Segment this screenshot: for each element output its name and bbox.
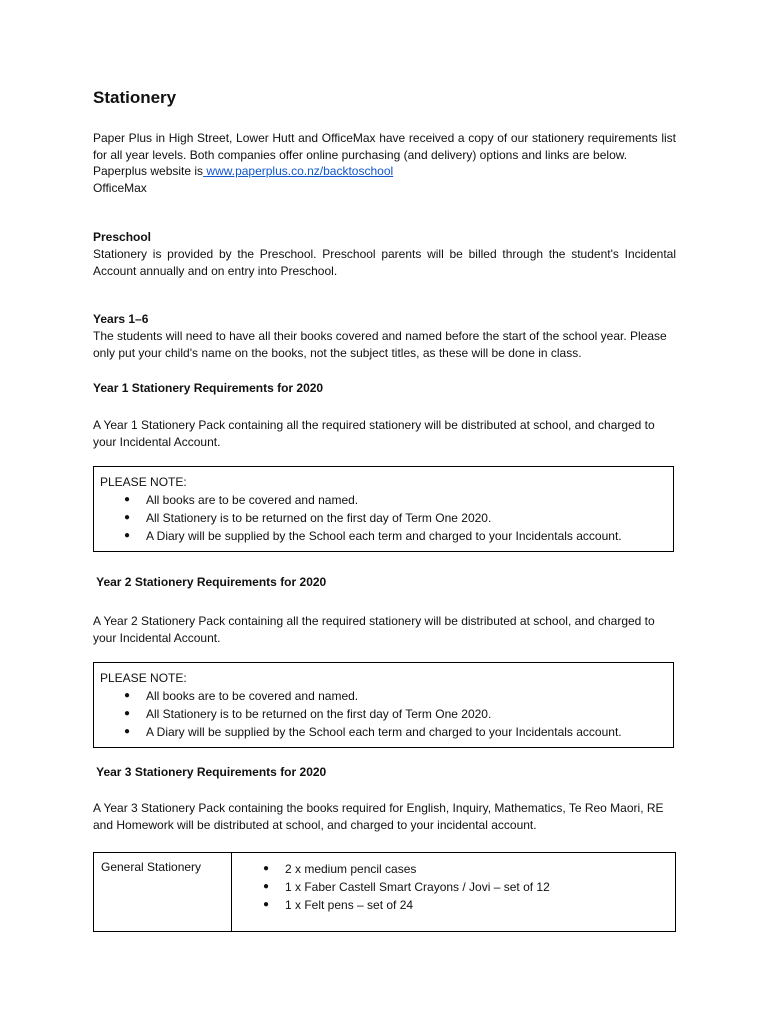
bullet-icon: ● (124, 726, 131, 737)
list-item: ● 1 x Faber Castell Smart Crayons / Jovi – set of 12 (263, 880, 550, 894)
bullet-icon: ● (124, 494, 131, 505)
year2-heading: Year 2 Stationery Requirements for 2020 (93, 575, 327, 589)
year1-note-title: PLEASE NOTE: (100, 475, 187, 489)
years16-text: The students will need to have all their books covered and named before the start of the school year. Please only put your child's name on the books, not the subject titles, as these will be done in class. (93, 329, 667, 360)
year2-note-title: PLEASE NOTE: (100, 671, 187, 685)
items-list (239, 860, 668, 914)
bullet-icon: ● (124, 530, 131, 541)
page-title: Stationery (93, 88, 177, 107)
bullet-icon: ● (263, 863, 270, 874)
year1-note-box (93, 466, 674, 552)
officemax-line: OfficeMax (93, 180, 147, 195)
year1-text: A Year 1 Stationery Pack containing all the required stationery will be distributed at school, and charged to your Incidental Account. (93, 418, 655, 449)
year2-text: A Year 2 Stationery Pack containing all the required stationery will be distributed at school, and charged to your Incidental Account. (93, 614, 655, 645)
paperplus-link[interactable]: www.paperplus.co.nz/backtoschool (203, 164, 394, 179)
list-item: ● All books are to be covered and named. (124, 493, 359, 507)
preschool-heading: Preschool (93, 230, 152, 244)
bullet-icon: ● (263, 881, 270, 892)
bullet-icon: ● (124, 708, 131, 719)
year1-note-list (100, 491, 667, 545)
table-cell-category: General Stationery (94, 853, 232, 932)
list-item: ● All Stationery is to be returned on the first day of Term One 2020. (124, 511, 492, 525)
year2-note-box (93, 662, 674, 748)
bullet-icon: ● (263, 899, 270, 910)
table-row (94, 853, 676, 932)
preschool-text: Stationery is provided by the Preschool. Preschool parents will be billed through the student's Incidental Account annually and on entry into Preschool. (93, 247, 676, 278)
intro-paragraph (93, 130, 676, 196)
intro-text: Paper Plus in High Street, Lower Hutt and OfficeMax have received a copy of our stationery requirements list for all year levels. Both companies offer online purchasing (and delivery) options and links are below. (93, 131, 676, 162)
paperplus-line (93, 163, 676, 180)
year3-heading: Year 3 Stationery Requirements for 2020 (93, 765, 327, 779)
paperplus-prefix: Paperplus website is (93, 164, 204, 179)
list-item: ● All Stationery is to be returned on the first day of Term One 2020. (124, 707, 492, 721)
list-item: ● 1 x Felt pens – set of 24 (263, 898, 414, 912)
list-item: ● All books are to be covered and named. (124, 689, 359, 703)
table-cell-items (232, 853, 676, 932)
list-item: ● A Diary will be supplied by the School each term and charged to your Incidentals account. (124, 529, 622, 543)
year1-heading: Year 1 Stationery Requirements for 2020 (93, 381, 324, 395)
year2-note-list (100, 687, 667, 741)
bullet-icon: ● (124, 512, 131, 523)
year3-stationery-table (93, 852, 676, 932)
list-item: ● A Diary will be supplied by the School each term and charged to your Incidentals account. (124, 725, 622, 739)
year3-text: A Year 3 Stationery Pack containing the books required for English, Inquiry, Mathematics, Te Reo Maori, RE and Homework will be distributed at school, and charged to your incidental account. (93, 801, 664, 832)
bullet-icon: ● (124, 690, 131, 701)
list-item: ● 2 x medium pencil cases (263, 862, 417, 876)
years16-heading: Years 1–6 (93, 312, 149, 326)
